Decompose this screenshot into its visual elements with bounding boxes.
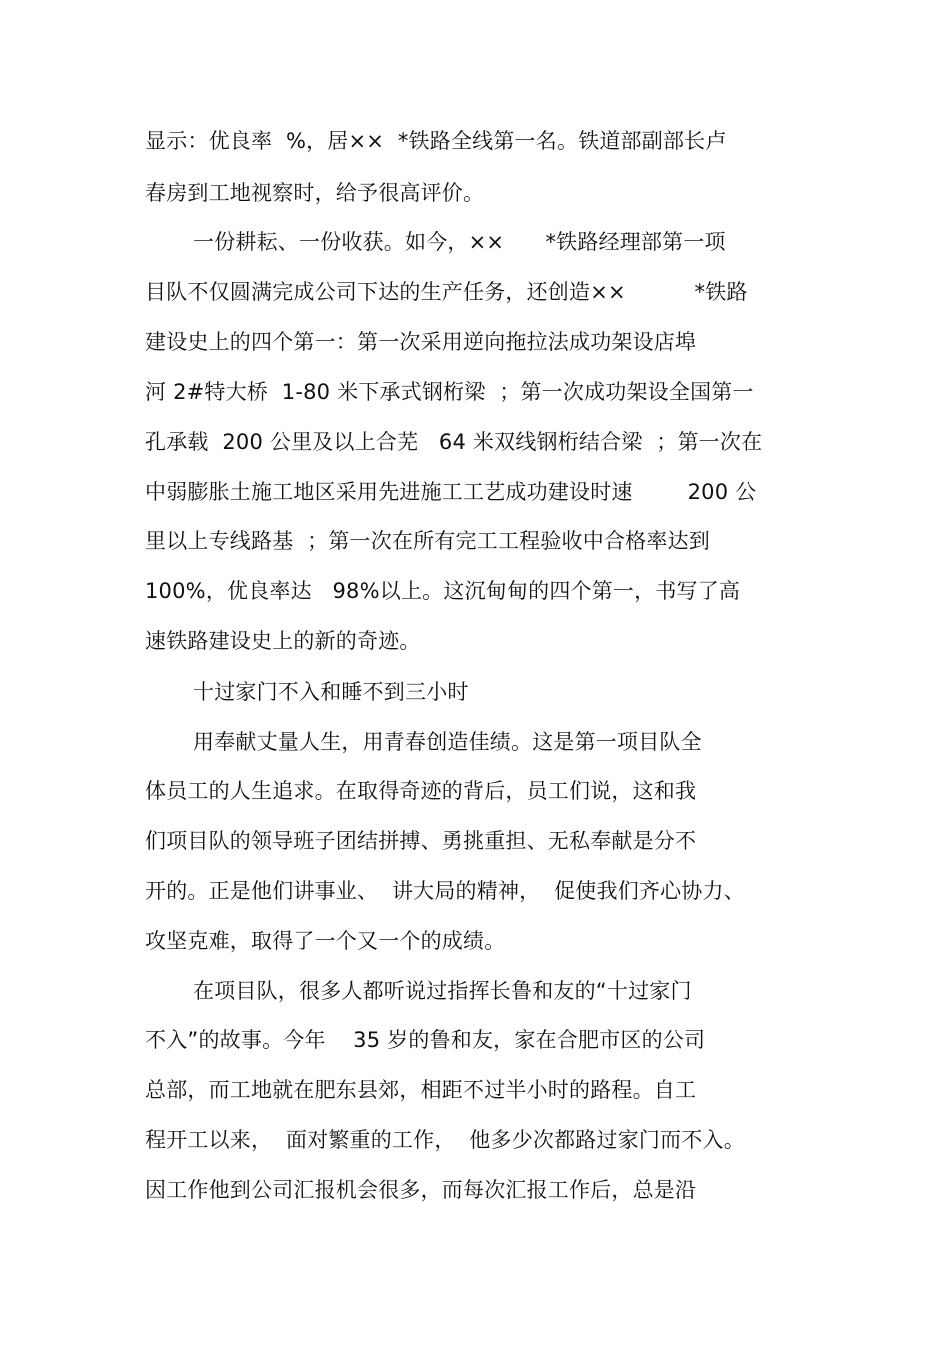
section-heading: 十过家门不入和睡不到三小时 (193, 680, 469, 704)
text-line: 在项目队，很多人都听说过指挥长鲁和友的“十过家门 (193, 979, 692, 1003)
text-line: 攻坚克难，取得了一个又一个的成绩。 (145, 929, 506, 953)
text-line: 里以上专线路基 ；第一次在所有完工工程验收中合格率达到 (145, 529, 710, 553)
text-line: 河 2#特大桥 1-80 米下承式钢桁梁 ；第一次成功架设全国第一 (145, 380, 754, 404)
text-line: 显示：优良率 %，居×× *铁路全线第一名。铁道部副部长卢 (145, 129, 727, 153)
text-line: 开的。正是他们讲事业、 讲大局的精神， 促使我们齐心协力、 (145, 879, 745, 903)
text-line: 体员工的人生追求。在取得奇迹的背后，员工们说，这和我 (145, 779, 697, 803)
text-line: 中弱膨胀土施工地区采用先进施工工艺成功建设时速 200 公 (145, 480, 757, 504)
text-line: 孔承载 200 公里及以上合芜 64 米双线钢桁结合梁 ；第一次在 (145, 430, 763, 454)
text-line: 总部，而工地就在肥东县郊，相距不过半小时的路程。自工 (145, 1078, 697, 1102)
text-line: 100%，优良率达 98%以上。这沉甸甸的四个第一，书写了高 (145, 579, 741, 603)
text-line: 目队不仅圆满完成公司下达的生产任务，还创造×× *铁路 (145, 280, 748, 304)
text-line: 程开工以来， 面对繁重的工作， 他多少次都路过家门而不入。 (145, 1128, 745, 1152)
text-line: 一份耕耘、一份收获。如今，×× *铁路经理部第一项 (193, 230, 726, 254)
text-line: 们项目队的领导班子团结拼搏、勇挑重担、无私奉献是分不 (145, 829, 697, 853)
text-line: 建设史上的四个第一：第一次采用逆向拖拉法成功架设店埠 (145, 330, 697, 354)
text-line: 用奉献丈量人生，用青春创造佳绩。这是第一项目队全 (193, 730, 702, 754)
text-line: 不入”的故事。今年 35 岁的鲁和友，家在合肥市区的公司 (145, 1028, 706, 1052)
text-line: 速铁路建设史上的新的奇迹。 (145, 629, 421, 653)
text-line: 因工作他到公司汇报机会很多，而每次汇报工作后，总是沿 (145, 1178, 697, 1202)
text-line: 春房到工地视察时，给予很高评价。 (145, 181, 485, 205)
